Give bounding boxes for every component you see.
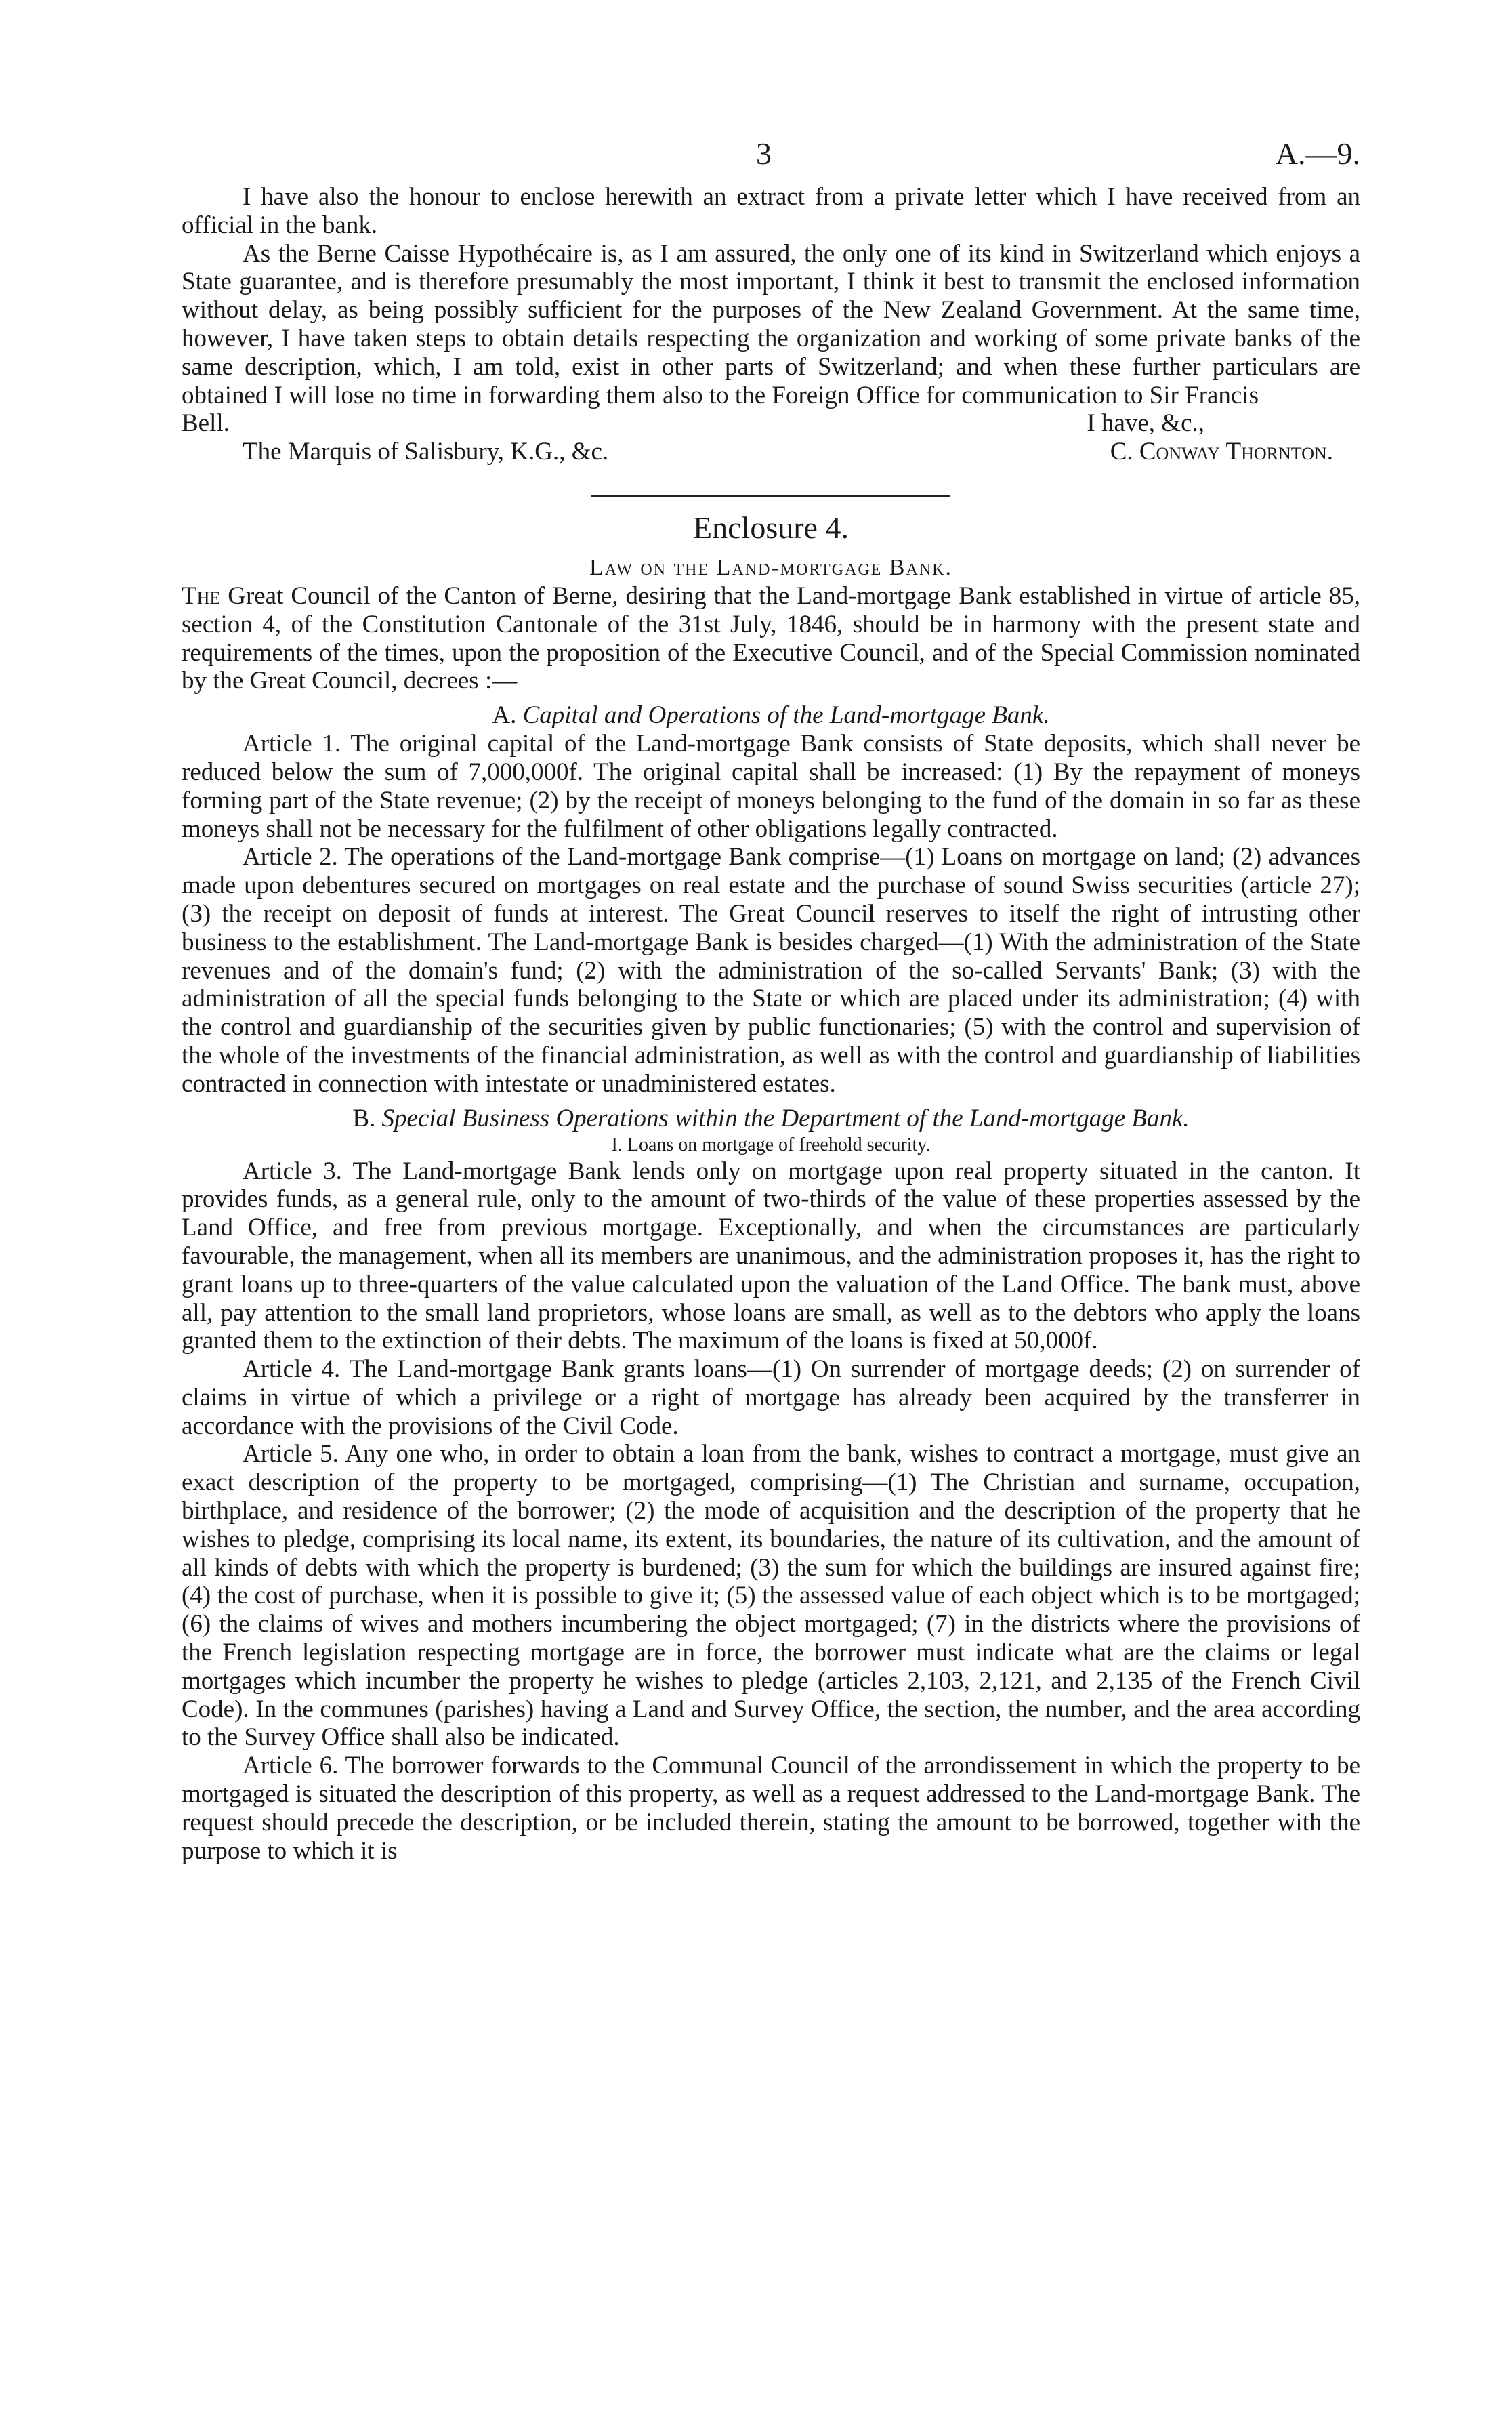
subsection-heading: I. Loans on mortgage of freehold security. [611, 1134, 931, 1155]
letter-signature-line [182, 438, 1360, 466]
law-title: Law on the Land-mortgage Bank. [589, 554, 952, 580]
paper-reference: A.—9. [1275, 136, 1360, 171]
article-3: Article 3. The Land-mortgage Bank lends only on mortgage upon real property situated in the canton. It provides funds, as a general rule, only to the amount of two-thirds of the value of these properties assessed by the Land Office, and free from previous mortgage. Exceptionally, and when the circumstances are particularly favourable, the management, when all its members are unanimous, and the administration proposes it, has the right to grant loans up to three-quarters of the value calculated upon the valuation of the Land Office. The bank must, above all, pay attention to the small land proprietors, whose loans are small, as well as to the debtors who apply the loans granted them to the extinction of their debts. The maximum of the loans is fixed at 50,000f. [182, 1157, 1360, 1355]
article-6: Article 6. The borrower forwards to the Communal Council of the arrondissement in which the property to be mortgaged is situated the description of this property, as well as a request addressed to the Land-mortgage Bank. The request should precede the description, or be included therein, stating the amount to be borrowed, together with the purpose to which it is [182, 1752, 1360, 1865]
preamble-lead: The [182, 581, 221, 610]
section-b-heading [182, 1104, 1360, 1133]
section-letter: B. [352, 1104, 376, 1132]
section-divider [591, 495, 950, 497]
letter-paragraph: As the Berne Caisse Hypothécaire is, as I am assured, the only one of its kind in Switzerland which enjoys a State guarantee, and is therefore presumably the most important, I think it best to transmit the enclosed information without delay, as being possibly sufficient for the purposes of the New Zealand Government. At the same time, however, I have taken steps to obtain details respecting the organization and working of some private banks of the same description, which, I am told, exist in other parts of Switzerland; and when these further particulars are obtained I will lose no time in forwarding them also to the Foreign Office for communication to Sir Francis [182, 239, 1360, 409]
preamble-text: Great Council of the Canton of Berne, desiring that the Land-mortgage Bank established in virtue of article 85, section 4, of the Constitution Cantonale of the 31st July, 1846, should be in harmony with the present state and requirements of the times, upon the proposition of the Executive Council, and of the Special Commission nominated by the Great Council, decrees :— [182, 581, 1360, 695]
article-4: Article 4. The Land-mortgage Bank grants loans—(1) On surrender of mortgage deeds; (2) on surrender of claims in virtue of which a privilege or a right of mortgage has already been acquired by the transferrer in accordance with the provisions of the Civil Code. [182, 1355, 1360, 1440]
closing-phrase: I have, &c., [1087, 409, 1204, 438]
closing-word: Bell. [182, 409, 230, 438]
article-1: Article 1. The original capital of the Land-mortgage Bank consists of State deposits, which shall never be reduced below the sum of 7,000,000f. The original capital shall be increased: (1) By the repayment of moneys forming part of the State revenue; (2) by the receipt of moneys belonging to the fund of the domain in so far as these moneys shall not be necessary for the fulfilment of other obligations legally contracted. [182, 730, 1360, 843]
preamble [182, 582, 1360, 695]
enclosure-title: Enclosure 4. [693, 510, 849, 545]
document-page [182, 136, 1360, 1865]
addressee: The Marquis of Salisbury, K.G., &c. [243, 438, 609, 466]
article-5: Article 5. Any one who, in order to obtain a loan from the bank, wishes to contract a mortgage, must give an exact description of the property to be mortgaged, comprising—(1) The Christian and surname, occupation, birthplace, and residence of the borrower; (2) the mode of acquisition and the description of the property that he wishes to pledge, comprising its local name, its extent, its boundaries, the nature of its cultivation, and the amount of all kinds of debts with which the property is burdened; (3) the sum for which the buildings are insured against fire; (4) the cost of purchase, when it is possible to give it; (5) the assessed value of each object which is to be mortgaged; (6) the claims of wives and mothers incumbering the object mortgaged; (7) in the districts where the provisions of the French legislation respecting mortgage are in force, the borrower must indicate what are the claims or legal mortgages which incumber the property he wishes to pledge (articles 2,103, 2,121, and 2,135 of the French Civil Code). In the communes (parishes) having a Land and Survey Office, the section, the number, and the area according to the Survey Office shall also be indicated. [182, 1440, 1360, 1752]
letter-closing [182, 409, 1360, 438]
section-a-heading [182, 701, 1360, 730]
section-title: Capital and Operations of the Land-mortgage Bank. [522, 701, 1050, 730]
article-2: Article 2. The operations of the Land-mortgage Bank comprise—(1) Loans on mortgage on land; (2) advances made upon debentures secured on mortgages on real estate and the purchase of sound Swiss securities (article 27); (3) the receipt on deposit of funds at interest. The Great Council reserves to itself the right of intrusting other business to the establishment. The Land-mortgage Bank is besides charged—(1) With the administration of the State revenues and of the domain's fund; (2) with the administration of the so-called Servants' Bank; (3) with the administration of all the special funds belonging to the State or which are placed under its administration; (4) with the control and guardianship of the securities given by public functionaries; (5) with the control and supervision of the whole of the investments of the financial administration, as well as with the control and guardianship of liabilities contracted in connection with intestate or unadministered estates. [182, 843, 1360, 1098]
letter-paragraph: I have also the honour to enclose herewith an extract from a private letter which I have received from an official in the bank. [182, 183, 1360, 239]
page-header [182, 136, 1360, 183]
section-title: Special Business Operations within the Department of the Land-mortgage Bank. [381, 1104, 1190, 1132]
page-number: 3 [756, 136, 772, 171]
section-letter: A. [492, 701, 517, 730]
signatory: C. Conway Thornton. [1110, 438, 1333, 466]
